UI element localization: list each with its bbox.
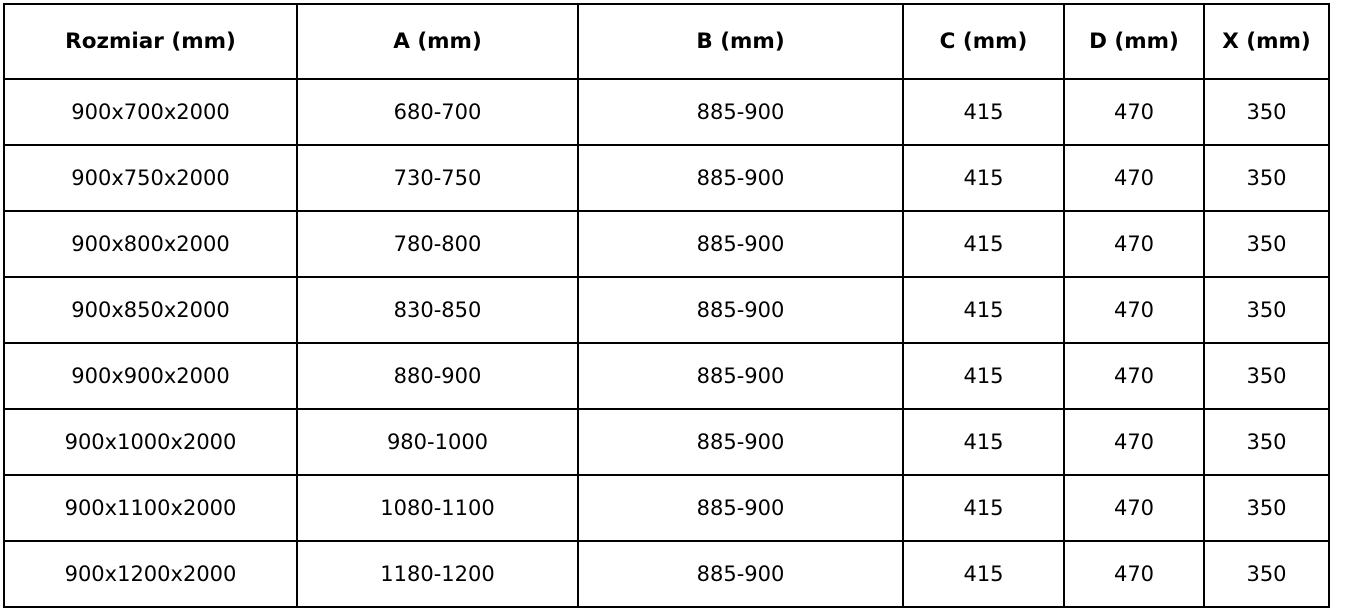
- cell-a: 830-850: [297, 277, 578, 343]
- column-header-rozmiar: Rozmiar (mm): [4, 4, 297, 79]
- cell-x: 350: [1204, 145, 1329, 211]
- cell-x: 350: [1204, 343, 1329, 409]
- cell-rozmiar: 900x700x2000: [4, 79, 297, 145]
- cell-c: 415: [903, 277, 1064, 343]
- cell-d: 470: [1064, 475, 1204, 541]
- cell-c: 415: [903, 541, 1064, 607]
- table-row: [4, 145, 1329, 211]
- table-row: [4, 343, 1329, 409]
- table-row: [4, 541, 1329, 607]
- cell-c: 415: [903, 145, 1064, 211]
- cell-x: 350: [1204, 541, 1329, 607]
- cell-rozmiar: 900x1000x2000: [4, 409, 297, 475]
- cell-rozmiar: 900x1100x2000: [4, 475, 297, 541]
- table-body: [4, 79, 1329, 607]
- cell-x: 350: [1204, 277, 1329, 343]
- column-header-b: B (mm): [578, 4, 903, 79]
- cell-rozmiar: 900x800x2000: [4, 211, 297, 277]
- cell-b: 885-900: [578, 277, 903, 343]
- cell-a: 730-750: [297, 145, 578, 211]
- cell-x: 350: [1204, 211, 1329, 277]
- cell-a: 680-700: [297, 79, 578, 145]
- cell-c: 415: [903, 211, 1064, 277]
- cell-d: 470: [1064, 541, 1204, 607]
- cell-a: 1080-1100: [297, 475, 578, 541]
- column-header-a: A (mm): [297, 4, 578, 79]
- cell-c: 415: [903, 409, 1064, 475]
- cell-b: 885-900: [578, 343, 903, 409]
- column-header-c: C (mm): [903, 4, 1064, 79]
- cell-x: 350: [1204, 409, 1329, 475]
- cell-x: 350: [1204, 79, 1329, 145]
- dimensions-table: [3, 3, 1330, 608]
- cell-c: 415: [903, 343, 1064, 409]
- cell-b: 885-900: [578, 475, 903, 541]
- cell-c: 415: [903, 475, 1064, 541]
- cell-x: 350: [1204, 475, 1329, 541]
- cell-a: 980-1000: [297, 409, 578, 475]
- cell-a: 780-800: [297, 211, 578, 277]
- cell-rozmiar: 900x750x2000: [4, 145, 297, 211]
- cell-d: 470: [1064, 409, 1204, 475]
- cell-c: 415: [903, 79, 1064, 145]
- cell-d: 470: [1064, 343, 1204, 409]
- cell-d: 470: [1064, 211, 1204, 277]
- column-header-d: D (mm): [1064, 4, 1204, 79]
- cell-b: 885-900: [578, 541, 903, 607]
- cell-b: 885-900: [578, 211, 903, 277]
- cell-a: 1180-1200: [297, 541, 578, 607]
- cell-rozmiar: 900x900x2000: [4, 343, 297, 409]
- cell-rozmiar: 900x850x2000: [4, 277, 297, 343]
- cell-rozmiar: 900x1200x2000: [4, 541, 297, 607]
- table-header-row: [4, 4, 1329, 79]
- cell-d: 470: [1064, 145, 1204, 211]
- cell-b: 885-900: [578, 145, 903, 211]
- table-row: [4, 277, 1329, 343]
- cell-d: 470: [1064, 277, 1204, 343]
- cell-b: 885-900: [578, 79, 903, 145]
- cell-a: 880-900: [297, 343, 578, 409]
- table-header: [4, 4, 1329, 79]
- cell-b: 885-900: [578, 409, 903, 475]
- table-row: [4, 79, 1329, 145]
- cell-d: 470: [1064, 79, 1204, 145]
- table-row: [4, 211, 1329, 277]
- column-header-x: X (mm): [1204, 4, 1329, 79]
- table-row: [4, 475, 1329, 541]
- table-row: [4, 409, 1329, 475]
